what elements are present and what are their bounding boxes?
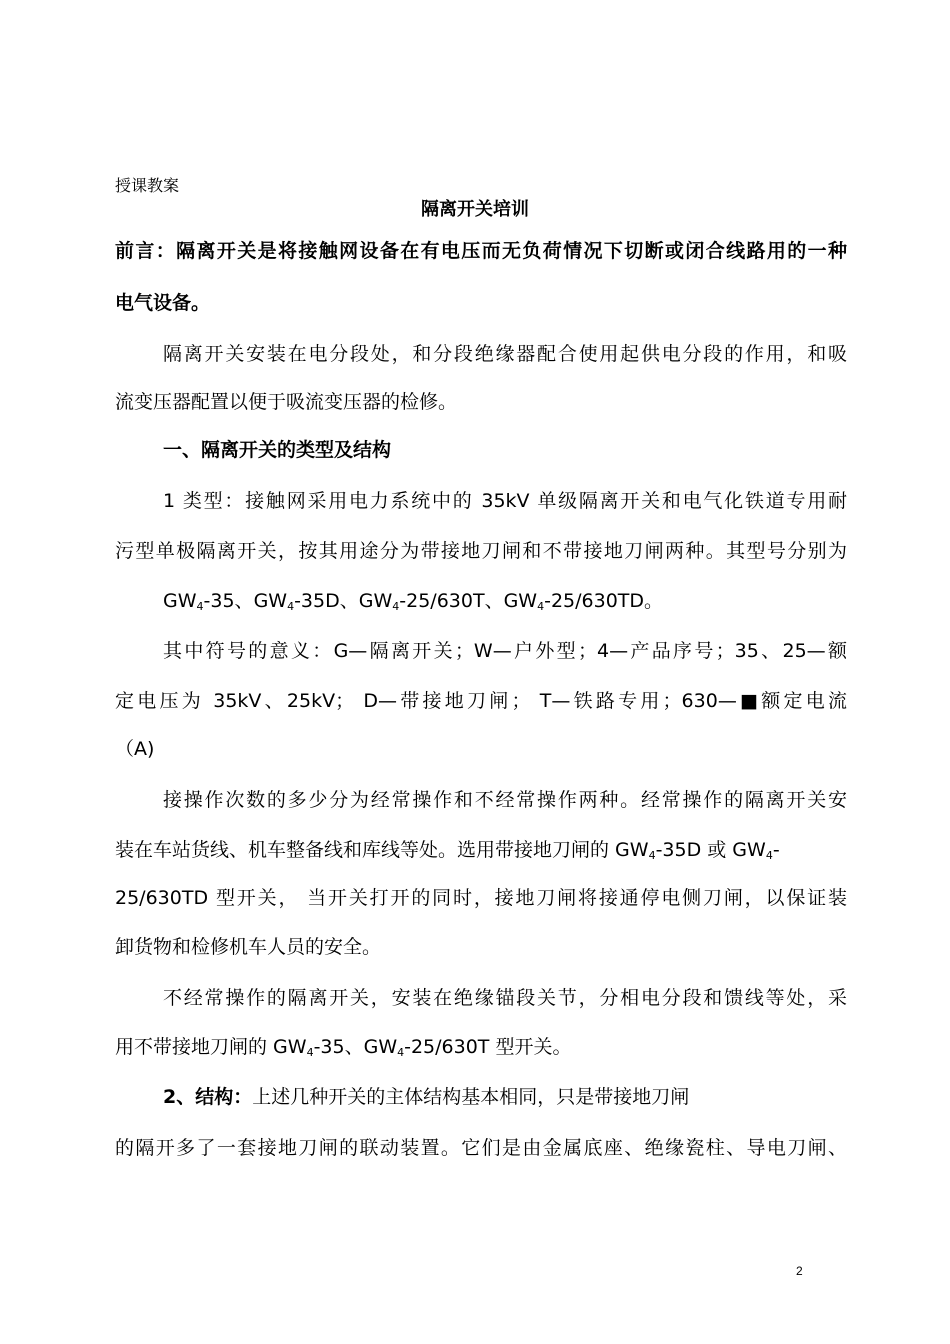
preface-line-1: 前言：隔离开关是将接触网设备在有电压而无负荷情况下切断或闭合线路用的一种 [115, 240, 847, 262]
nonfrequent-line-1: 不经常操作的隔离开关，安装在绝缘锚段关节，分相电分段和馈线等处，采 [163, 987, 847, 1009]
symbols-line-3: （A) [115, 738, 155, 760]
page-number: 2 [796, 1264, 803, 1278]
structure-label: 2、结构： [163, 1086, 253, 1108]
structure-line-2: 的隔开多了一套接地刀闸的联动装置。它们是由金属底座、绝缘瓷柱、导电刀闸、 [115, 1137, 847, 1159]
symbols-line-1: 其中符号的意义：G—隔离开关；W—户外型；4—产品序号；35、25—额 [163, 640, 847, 662]
types-line-1: 1 类型：接触网采用电力系统中的 35kV 单级隔离开关和电气化铁道专用耐 [163, 490, 847, 512]
header-label: 授课教案 [115, 176, 180, 195]
section1-heading: 一、隔离开关的类型及结构 [163, 439, 392, 461]
preface-line-2: 电气设备。 [115, 292, 211, 314]
symbols-line-2: 定电压为 35kV、25kV； D—带接地刀闸； T—铁路专用；630—■额定电流 [115, 690, 847, 712]
operation-line-4: 卸货物和检修机车人员的安全。 [115, 936, 382, 958]
operation-line-3: 25/630TD 型开关， 当开关打开的同时，接地刀闸将接通停电侧刀闸，以保证装 [115, 887, 847, 909]
document-title: 隔离开关培训 [421, 199, 529, 220]
types-line-2: 污型单极隔离开关，按其用途分为带接地刀闸和不带接地刀闸两种。其型号分别为 [115, 540, 847, 562]
para1-line-1: 隔离开关安装在电分段处，和分段绝缘器配合使用起供电分段的作用，和吸 [163, 343, 847, 365]
nonfrequent-line-2: 用不带接地刀闸的 $GW_4-35$、$GW_4-25/630T$ 型开关。 [115, 1036, 572, 1059]
model-list: $GW_4-35$、$GW_4-35D$、$GW_4-25/630T$、$GW_4-25/630TD$。 [163, 590, 664, 613]
operation-line-1: 接操作次数的多少分为经常操作和不经常操作两种。经常操作的隔离开关安 [163, 789, 847, 811]
para1-line-2: 流变压器配置以便于吸流变压器的检修。 [115, 391, 458, 413]
structure-line-1: 2、结构：上述几种开关的主体结构基本相同，只是带接地刀闸 [163, 1086, 690, 1108]
operation-line-2: 装在车站货线、机车整备线和库线等处。选用带接地刀闸的 $GW_4-35D$ 或 $GW_4-$ [115, 839, 780, 862]
